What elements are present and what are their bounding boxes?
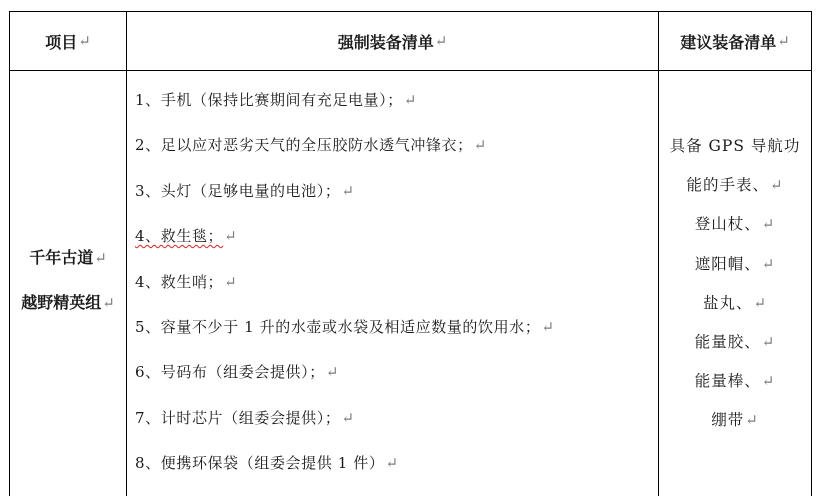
list-item: 6、号码布（组委会提供）；↵ <box>135 363 340 381</box>
paragraph-mark: ↵ <box>224 273 238 291</box>
required-list <box>127 71 658 496</box>
list-item <box>135 225 237 246</box>
paragraph-mark: ↵ <box>94 249 107 267</box>
list-item: 遮阳帽、↵ <box>694 254 776 273</box>
list-item: 5、容量不少于 1 升的水壶或水袋及相适应数量的饮用水；↵ <box>135 318 555 336</box>
paragraph-mark: ↵ <box>403 91 418 109</box>
paragraph-mark: ↵ <box>777 32 790 50</box>
paragraph-mark: ↵ <box>745 411 759 430</box>
header-suggested <box>659 12 811 70</box>
header-project <box>10 12 126 70</box>
paragraph-mark: ↵ <box>78 32 91 50</box>
header-suggested-text: 建议装备清单 <box>680 32 777 52</box>
paragraph-mark: ↵ <box>769 176 784 195</box>
paragraph-mark: ↵ <box>473 136 487 154</box>
paragraph-mark: ↵ <box>434 32 448 50</box>
header-project-text: 项目 <box>45 32 78 52</box>
list-item: 盐丸、↵ <box>702 293 768 312</box>
list-item: 3、头灯（足够电量的电池）；↵ <box>135 182 355 200</box>
list-item: 具备 GPS 导航功 <box>669 137 801 155</box>
list-item: 4、救生哨；↵ <box>135 273 238 291</box>
suggested-list <box>659 127 811 441</box>
project-cell <box>10 235 126 325</box>
paragraph-mark: ↵ <box>761 254 776 273</box>
paragraph-mark: ↵ <box>541 318 555 336</box>
paragraph-mark: ↵ <box>761 372 776 391</box>
project-line: 越野精英组↵ <box>21 293 115 312</box>
list-item: 7、计时芯片（组委会提供）；↵ <box>135 409 355 427</box>
paragraph-mark: ↵ <box>753 293 768 312</box>
paragraph-mark: ↵ <box>761 215 776 234</box>
paragraph-mark: ↵ <box>341 182 355 200</box>
list-item: 1、手机（保持比赛期间有充足电量）；↵ <box>135 91 418 109</box>
spellcheck-flagged-text: 4、救生毯； <box>135 227 224 245</box>
list-item: 2、足以应对恶劣天气的全压胶防水透气冲锋衣；↵ <box>135 136 487 154</box>
header-required-text: 强制装备清单 <box>337 32 434 52</box>
paragraph-mark: ↵ <box>385 454 399 472</box>
paragraph-mark: ↵ <box>102 294 115 312</box>
list-item: 能的手表、↵ <box>686 176 784 195</box>
list-item: 登山杖、↵ <box>694 215 776 234</box>
project-line: 千年古道↵ <box>29 248 107 267</box>
paragraph-mark: ↵ <box>761 332 776 351</box>
list-item: 8、便携环保袋（组委会提供 1 件）↵ <box>135 454 399 472</box>
list-item: 绷带↵ <box>711 411 759 430</box>
table-border-right <box>811 11 812 496</box>
list-item: 能量胶、↵ <box>694 332 776 351</box>
paragraph-mark: ↵ <box>224 227 238 245</box>
header-required <box>127 12 658 70</box>
paragraph-mark: ↵ <box>325 363 340 381</box>
paragraph-mark: ↵ <box>341 409 355 427</box>
list-item: 能量棒、↵ <box>694 372 776 391</box>
equipment-table <box>9 11 812 496</box>
